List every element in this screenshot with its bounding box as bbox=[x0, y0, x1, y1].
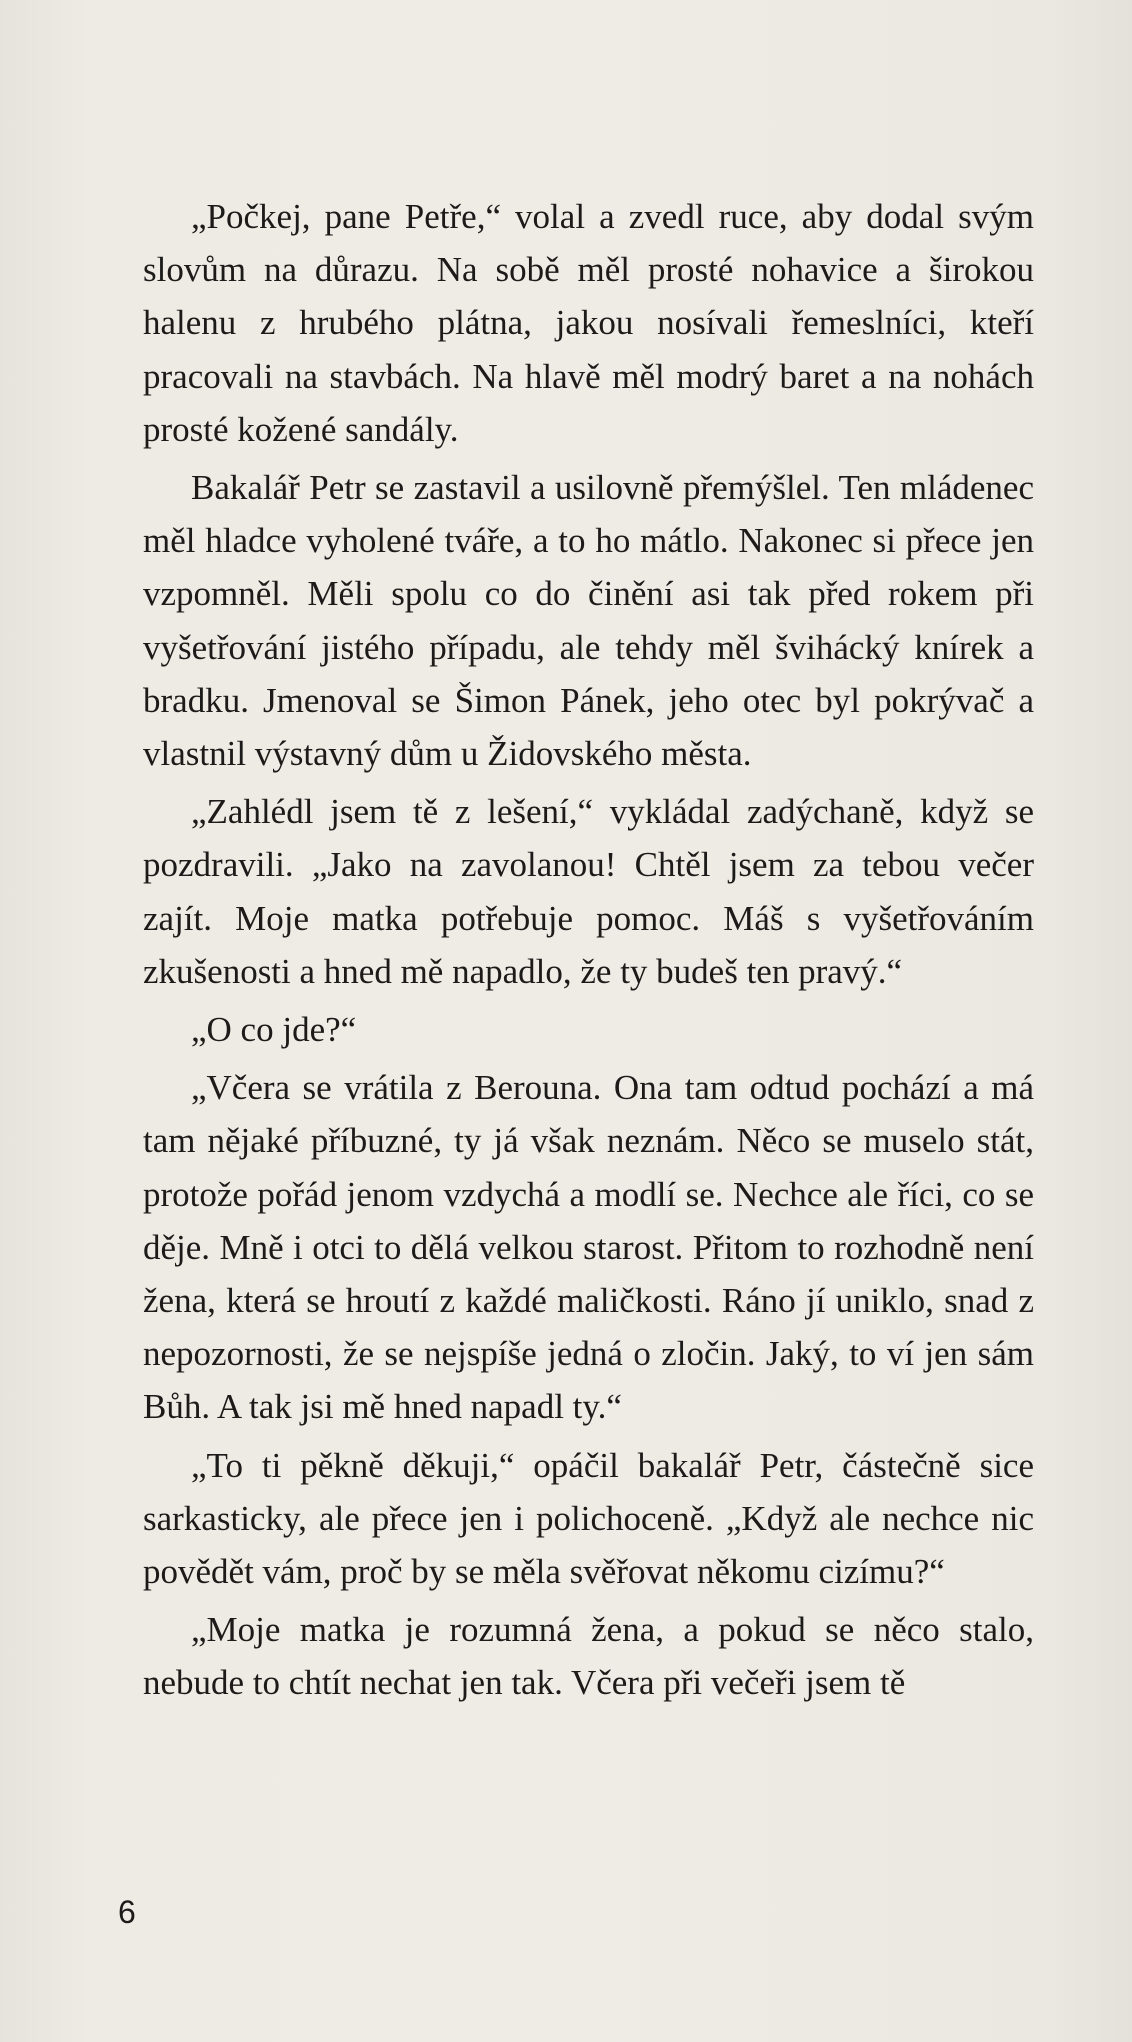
paragraph-5: „Včera se vrátila z Berouna. Ona tam odtud pochází a má tam nějaké příbuzné, ty já však neznám. Něco se muselo stát, protože pořád jenom vzdychá a modlí se. Nechce ale říci, co se děje. Mně i otci to dělá velkou starost. Přitom to rozhodně není žena, která se hroutí z každé maličkosti. Ráno jí uniklo, snad z nepozornosti, že se nejspíše jedná o zločin. Jaký, to ví jen sám Bůh. A tak jsi mě hned napadl ty.“ bbox=[143, 1068, 1034, 1427]
paragraph-1: „Počkej, pane Petře,“ volal a zvedl ruce, aby dodal svým slovům na důrazu. Na sobě měl prosté nohavice a širokou halenu z hrubého plátna, jakou nosívali řemeslníci, kteří pracovali na stavbách. Na hlavě měl modrý baret a na nohách prosté kožené sandály. bbox=[143, 197, 1034, 449]
paragraph-6: „To ti pěkně děkuji,“ opáčil bakalář Petr, částečně sice sarkasticky, ale přece jen i polichoceně. „Když ale nechce nic povědět vám, proč by se měla svěřovat někomu cizímu?“ bbox=[143, 1445, 1034, 1592]
page-number: 6 bbox=[118, 1894, 136, 1930]
body-text bbox=[143, 190, 1034, 1710]
paragraph-3: „Zahlédl jsem tě z lešení,“ vykládal zadýchaně, když se pozdravili. „Jako na zavolanou! Chtěl jsem za tebou večer zajít. Moje matka potřebuje pomoc. Máš s vyšetřováním zkušenosti a hned mě napadlo, že ty budeš ten pravý.“ bbox=[143, 792, 1034, 991]
paragraph-2: Bakalář Petr se zastavil a usilovně přemýšlel. Ten mládenec měl hladce vyholené tváře, a to ho mátlo. Nakonec si přece jen vzpomněl. Měli spolu co do činění asi tak před rokem při vyšetřování jistého případu, ale tehdy měl švihácký knírek a bradku. Jmenoval se Šimon Pánek, jeho otec byl pokrývač a vlastnil výstavný dům u Židovského města. bbox=[143, 468, 1034, 774]
paragraph-7: „Moje matka je rozumná žena, a pokud se něco stalo, nebude to chtít nechat jen tak. Včera při večeři jsem tě bbox=[143, 1610, 1034, 1703]
paragraph-4: „O co jde?“ bbox=[191, 1010, 357, 1050]
